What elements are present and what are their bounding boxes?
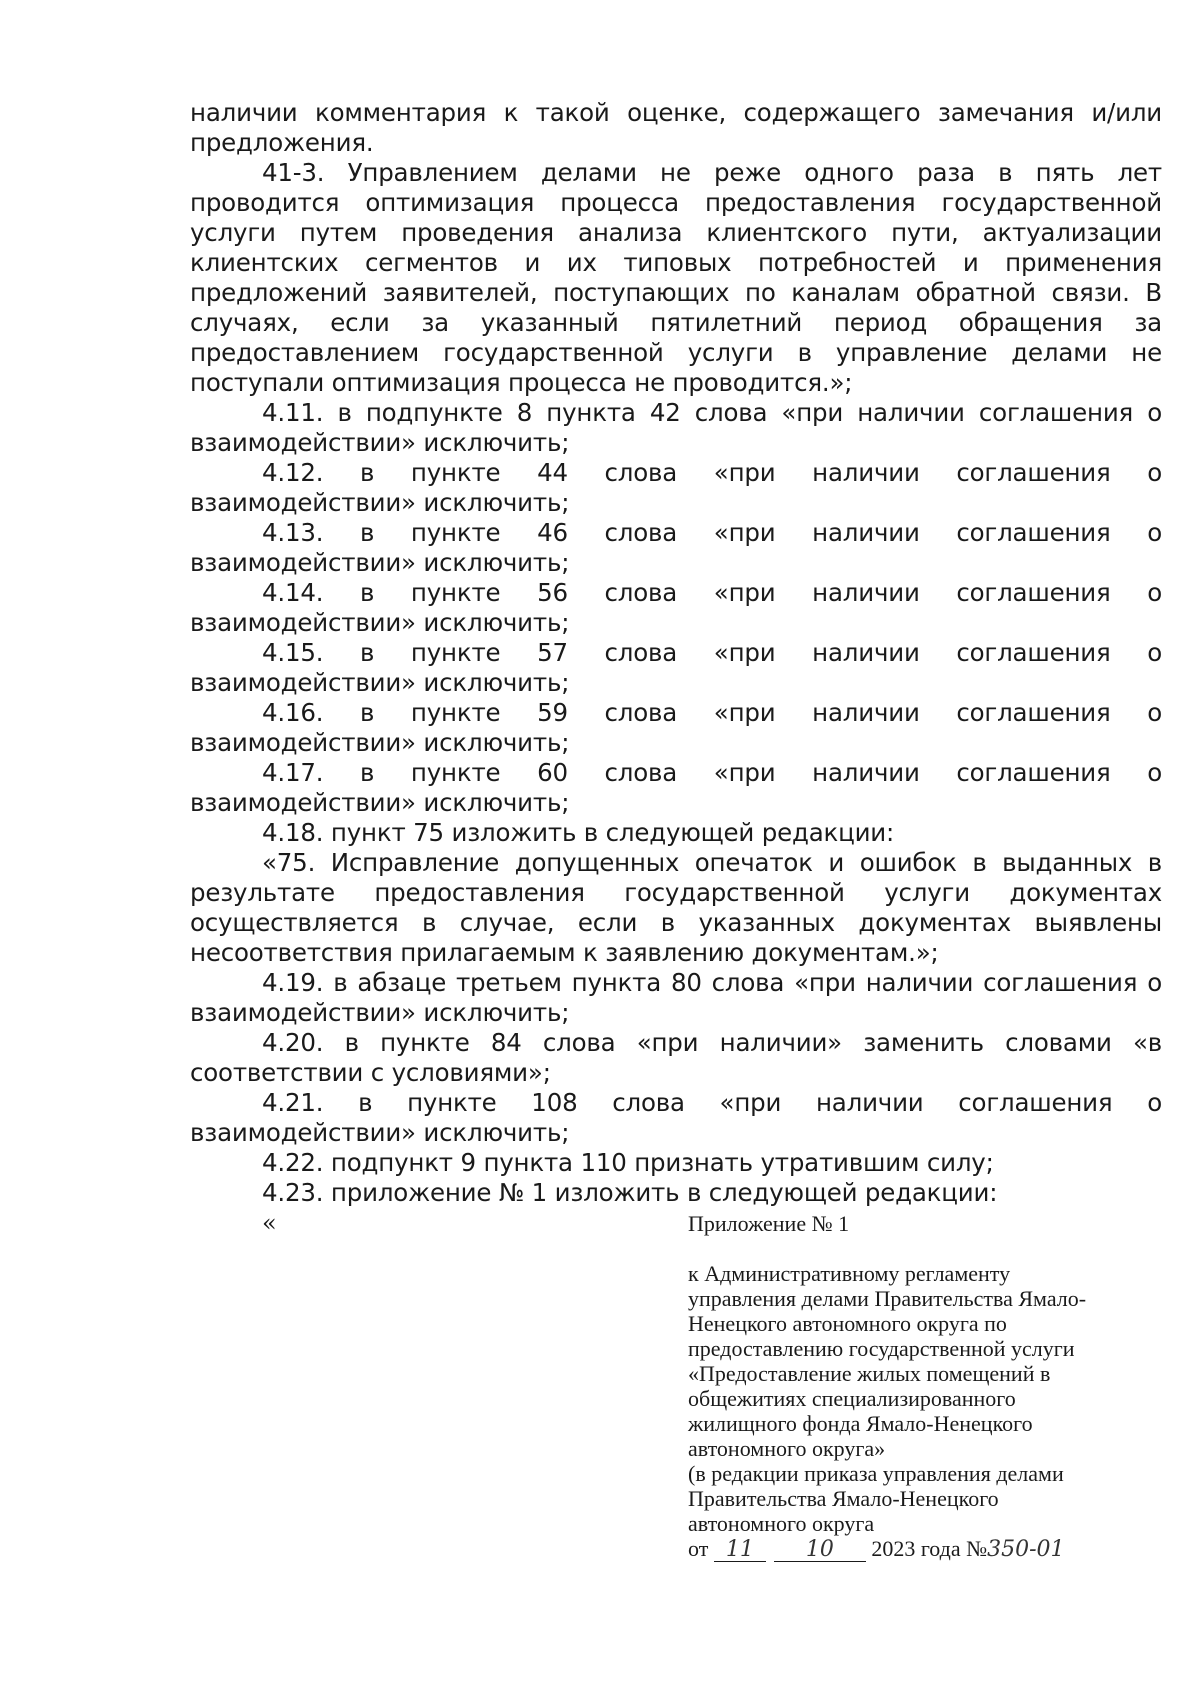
appendix-line: жилищного фонда Ямало-Ненецкого bbox=[688, 1411, 1033, 1436]
order-year-label: 2023 года № bbox=[871, 1536, 988, 1561]
paragraph-4-13: 4.13. в пункте 46 слова «при наличии соглашения о взаимодействии» исключить; bbox=[190, 518, 1162, 577]
paragraph-continuation: наличии комментария к такой оценке, содержащего замечания и/или предложения. bbox=[190, 98, 1162, 157]
paragraph-75-quote: «75. Исправление допущенных опечаток и ошибок в выданных в результате предоставления государственной услуги документах осуществляется в случае, если в указанных документах выявлены несоответствия прилагаемым к заявлению документам.»; bbox=[190, 848, 1162, 967]
paragraph-4-18: 4.18. пункт 75 изложить в следующей редакции: bbox=[262, 818, 895, 847]
paragraph-4-23: 4.23. приложение № 1 изложить в следующей редакции: bbox=[262, 1178, 998, 1207]
appendix-header bbox=[688, 1211, 1158, 1562]
appendix-line: к Административному регламенту bbox=[688, 1261, 1011, 1286]
paragraph-4-15: 4.15. в пункте 57 слова «при наличии соглашения о взаимодействии» исключить; bbox=[190, 638, 1162, 697]
appendix-line: (в редакции приказа управления делами bbox=[688, 1461, 1064, 1486]
paragraph-4-14: 4.14. в пункте 56 слова «при наличии соглашения о взаимодействии» исключить; bbox=[190, 578, 1162, 637]
handwritten-order-number: 350-01 bbox=[987, 1537, 1065, 1562]
paragraph-4-22: 4.22. подпункт 9 пункта 110 признать утратившим силу; bbox=[262, 1148, 994, 1177]
paragraph-41-3: 41-3. Управлением делами не реже одного раза в пять лет проводится оптимизация процесса предоставления государственной услуги путем проведения анализа клиентского пути, актуализации клиентских сегментов и их типовых потребностей и применения предложений заявителей, поступающих по каналам обратной связи. В случаях, если за указанный пятилетний период обращения за предоставлением государственной услуги в управление делами не поступали оптимизация процесса не проводится.»; bbox=[190, 158, 1162, 397]
paragraph-4-20: 4.20. в пункте 84 слова «при наличии» заменить словами «в соответствии с условиями»; bbox=[190, 1028, 1162, 1087]
handwritten-day: 11 bbox=[714, 1539, 766, 1562]
appendix-line: общежитиях специализированного bbox=[688, 1386, 1016, 1411]
appendix-line: автономного округа» bbox=[688, 1436, 886, 1461]
paragraph-4-17: 4.17. в пункте 60 слова «при наличии соглашения о взаимодействии» исключить; bbox=[190, 758, 1162, 817]
appendix-line: Правительства Ямало-Ненецкого bbox=[688, 1486, 999, 1511]
document-body bbox=[190, 98, 1162, 1238]
appendix-line: Ненецкого автономного округа по bbox=[688, 1311, 1007, 1336]
date-prefix: от bbox=[688, 1536, 709, 1561]
appendix-line: предоставлению государственной услуги bbox=[688, 1336, 1075, 1361]
paragraph-4-21: 4.21. в пункте 108 слова «при наличии соглашения о взаимодействии» исключить; bbox=[190, 1088, 1162, 1147]
opening-quote: « bbox=[262, 1209, 277, 1237]
paragraph-4-19: 4.19. в абзаце третьем пункта 80 слова «при наличии соглашения о взаимодействии» исключить; bbox=[190, 968, 1162, 1027]
paragraph-4-11: 4.11. в подпункте 8 пункта 42 слова «при наличии соглашения о взаимодействии» исключить; bbox=[190, 398, 1162, 457]
handwritten-month: 10 bbox=[774, 1539, 866, 1562]
appendix-title: Приложение № 1 bbox=[688, 1211, 850, 1236]
appendix-line: управления делами Правительства Ямало- bbox=[688, 1286, 1087, 1311]
order-date-line bbox=[688, 1536, 1158, 1562]
paragraph-4-12: 4.12. в пункте 44 слова «при наличии соглашения о взаимодействии» исключить; bbox=[190, 458, 1162, 517]
paragraph-4-16: 4.16. в пункте 59 слова «при наличии соглашения о взаимодействии» исключить; bbox=[190, 698, 1162, 757]
appendix-line: «Предоставление жилых помещений в bbox=[688, 1361, 1051, 1386]
appendix-line: автономного округа bbox=[688, 1511, 875, 1536]
